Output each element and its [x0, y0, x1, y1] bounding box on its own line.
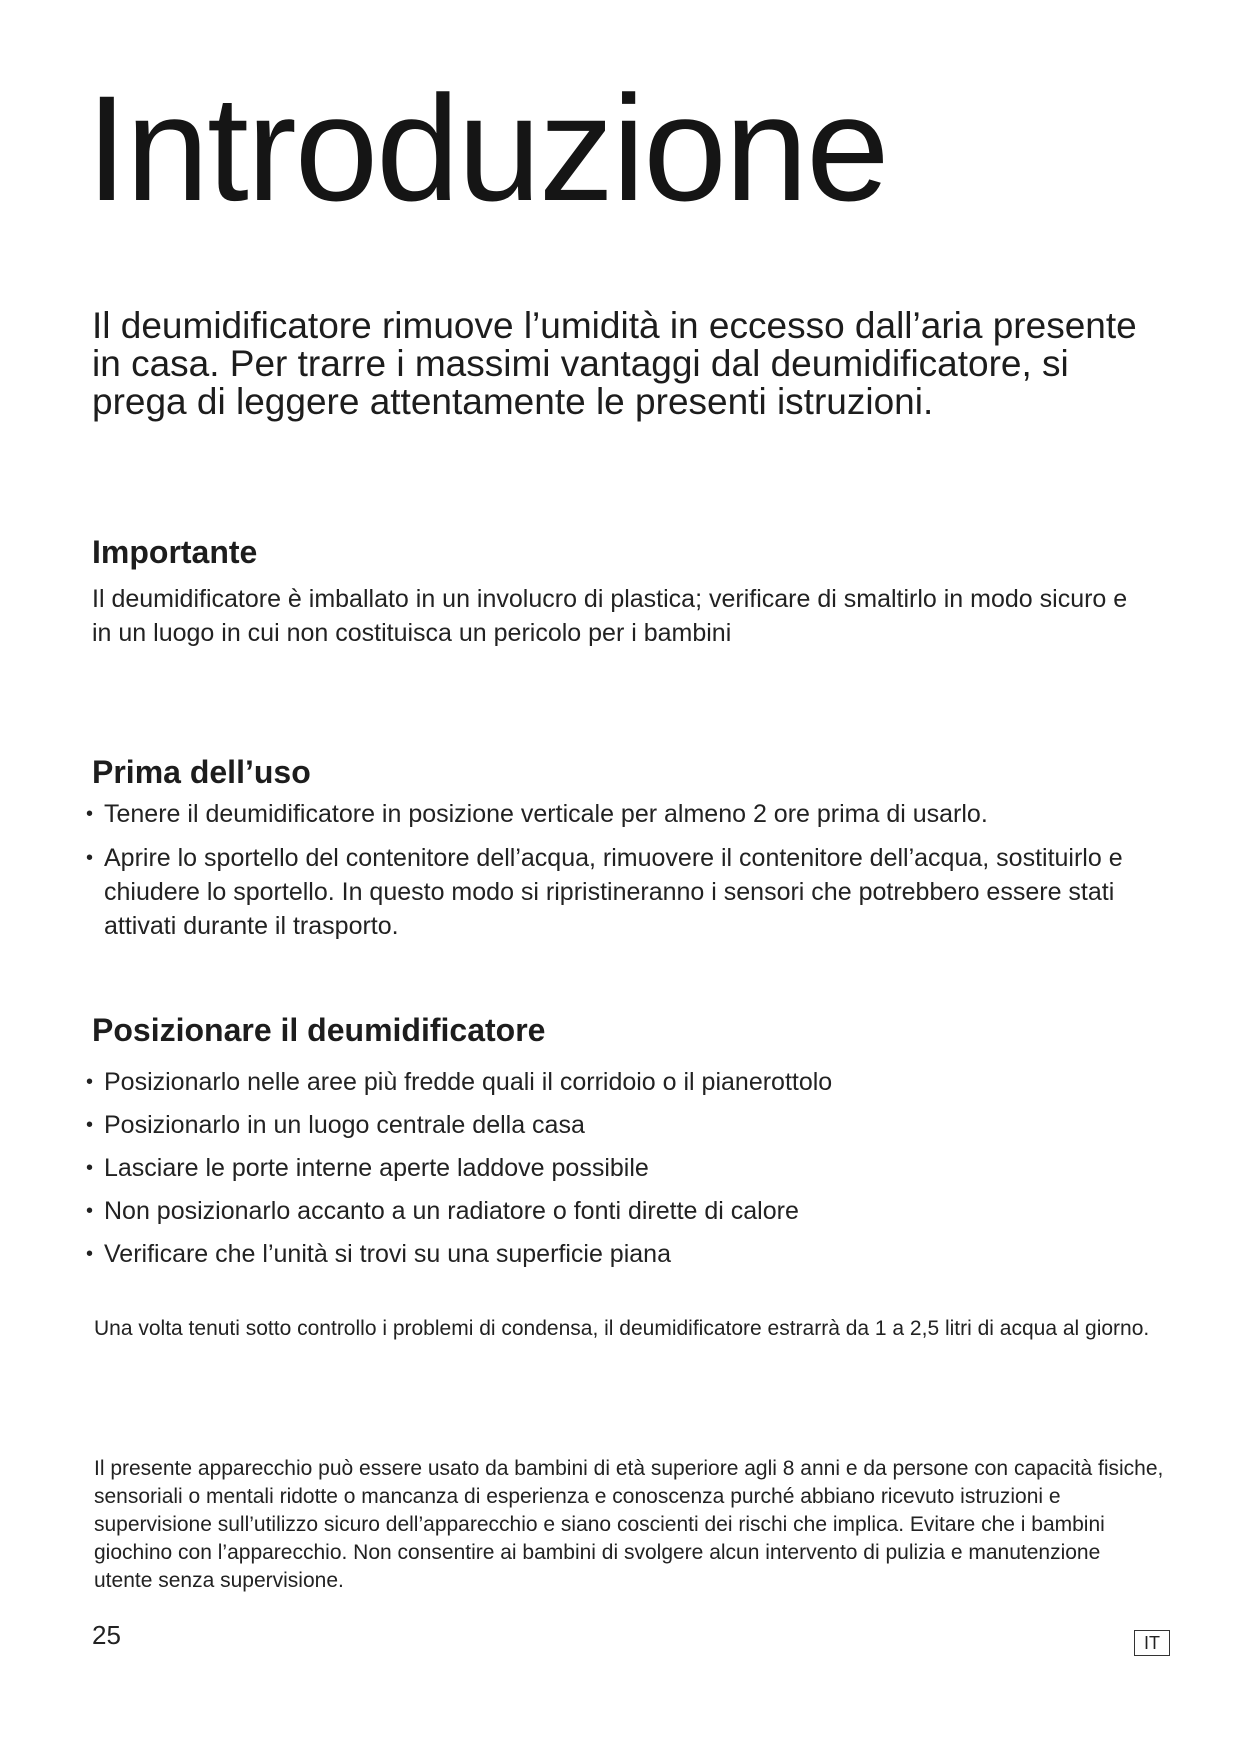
section-heading-importante: Importante: [92, 534, 258, 570]
list-item: • Lasciare le porte interne aperte laddove possibile: [86, 1151, 1166, 1185]
language-badge: IT: [1134, 1630, 1170, 1656]
prima-uso-list: [86, 797, 1166, 953]
page-number: 25: [92, 1620, 121, 1650]
list-item: • Verificare che l’unità si trovi su una superficie piana: [86, 1237, 1166, 1271]
section-heading-prima-uso: Prima dell’uso: [92, 754, 311, 790]
list-item: • Posizionarlo in un luogo centrale della casa: [86, 1108, 1166, 1142]
page-title: Introduzione: [86, 64, 888, 232]
list-item: • Posizionarlo nelle aree più fredde quali il corridoio o il pianerottolo: [86, 1065, 1166, 1099]
posizionare-list: [86, 1065, 1166, 1280]
section-heading-posizionare: Posizionare il deumidificatore: [92, 1012, 546, 1048]
importante-text: Il deumidificatore è imballato in un involucro di plastica; verificare di smaltirlo in modo sicuro e in un luogo in cui non costituisca un pericolo per i bambini: [92, 585, 1128, 647]
list-item: • Non posizionarlo accanto a un radiatore o fonti dirette di calore: [86, 1194, 1166, 1228]
intro-paragraph: Il deumidificatore rimuove l’umidità in eccesso dall’aria presente in casa. Per trarre i massimi vantaggi dal deumidificatore, si prega di leggere attentamente le presenti istruzioni.: [92, 305, 1137, 422]
condensation-note: Una volta tenuti sotto controllo i problemi di condensa, il deumidificatore estrarrà da 1 a 2,5 litri di acqua al giorno.: [94, 1317, 1150, 1340]
list-item: • Tenere il deumidificatore in posizione verticale per almeno 2 ore prima di usarlo.: [86, 797, 1166, 831]
safety-note: Il presente apparecchio può essere usato da bambini di età superiore agli 8 anni e da persone con capacità fisiche, sensoriali o mentali ridotte o mancanza di esperienza e conoscenza purché abbiano ricevuto istruzioni e supervisione sull’utilizzo sicuro dell’apparecchio e siano coscienti dei rischi che implica. Evitare che i bambini giochino con l’apparecchio. Non consentire ai bambini di svolgere alcun intervento di pulizia e manutenzione utente senza supervisione.: [94, 1457, 1164, 1592]
list-item: • Aprire lo sportello del contenitore dell’acqua, rimuovere il contenitore dell’acqua, sostituirlo e chiudere lo sportello. In questo modo si ripristineranno i sensori che potrebbero essere stati attivati durante il trasporto.: [86, 841, 1166, 943]
